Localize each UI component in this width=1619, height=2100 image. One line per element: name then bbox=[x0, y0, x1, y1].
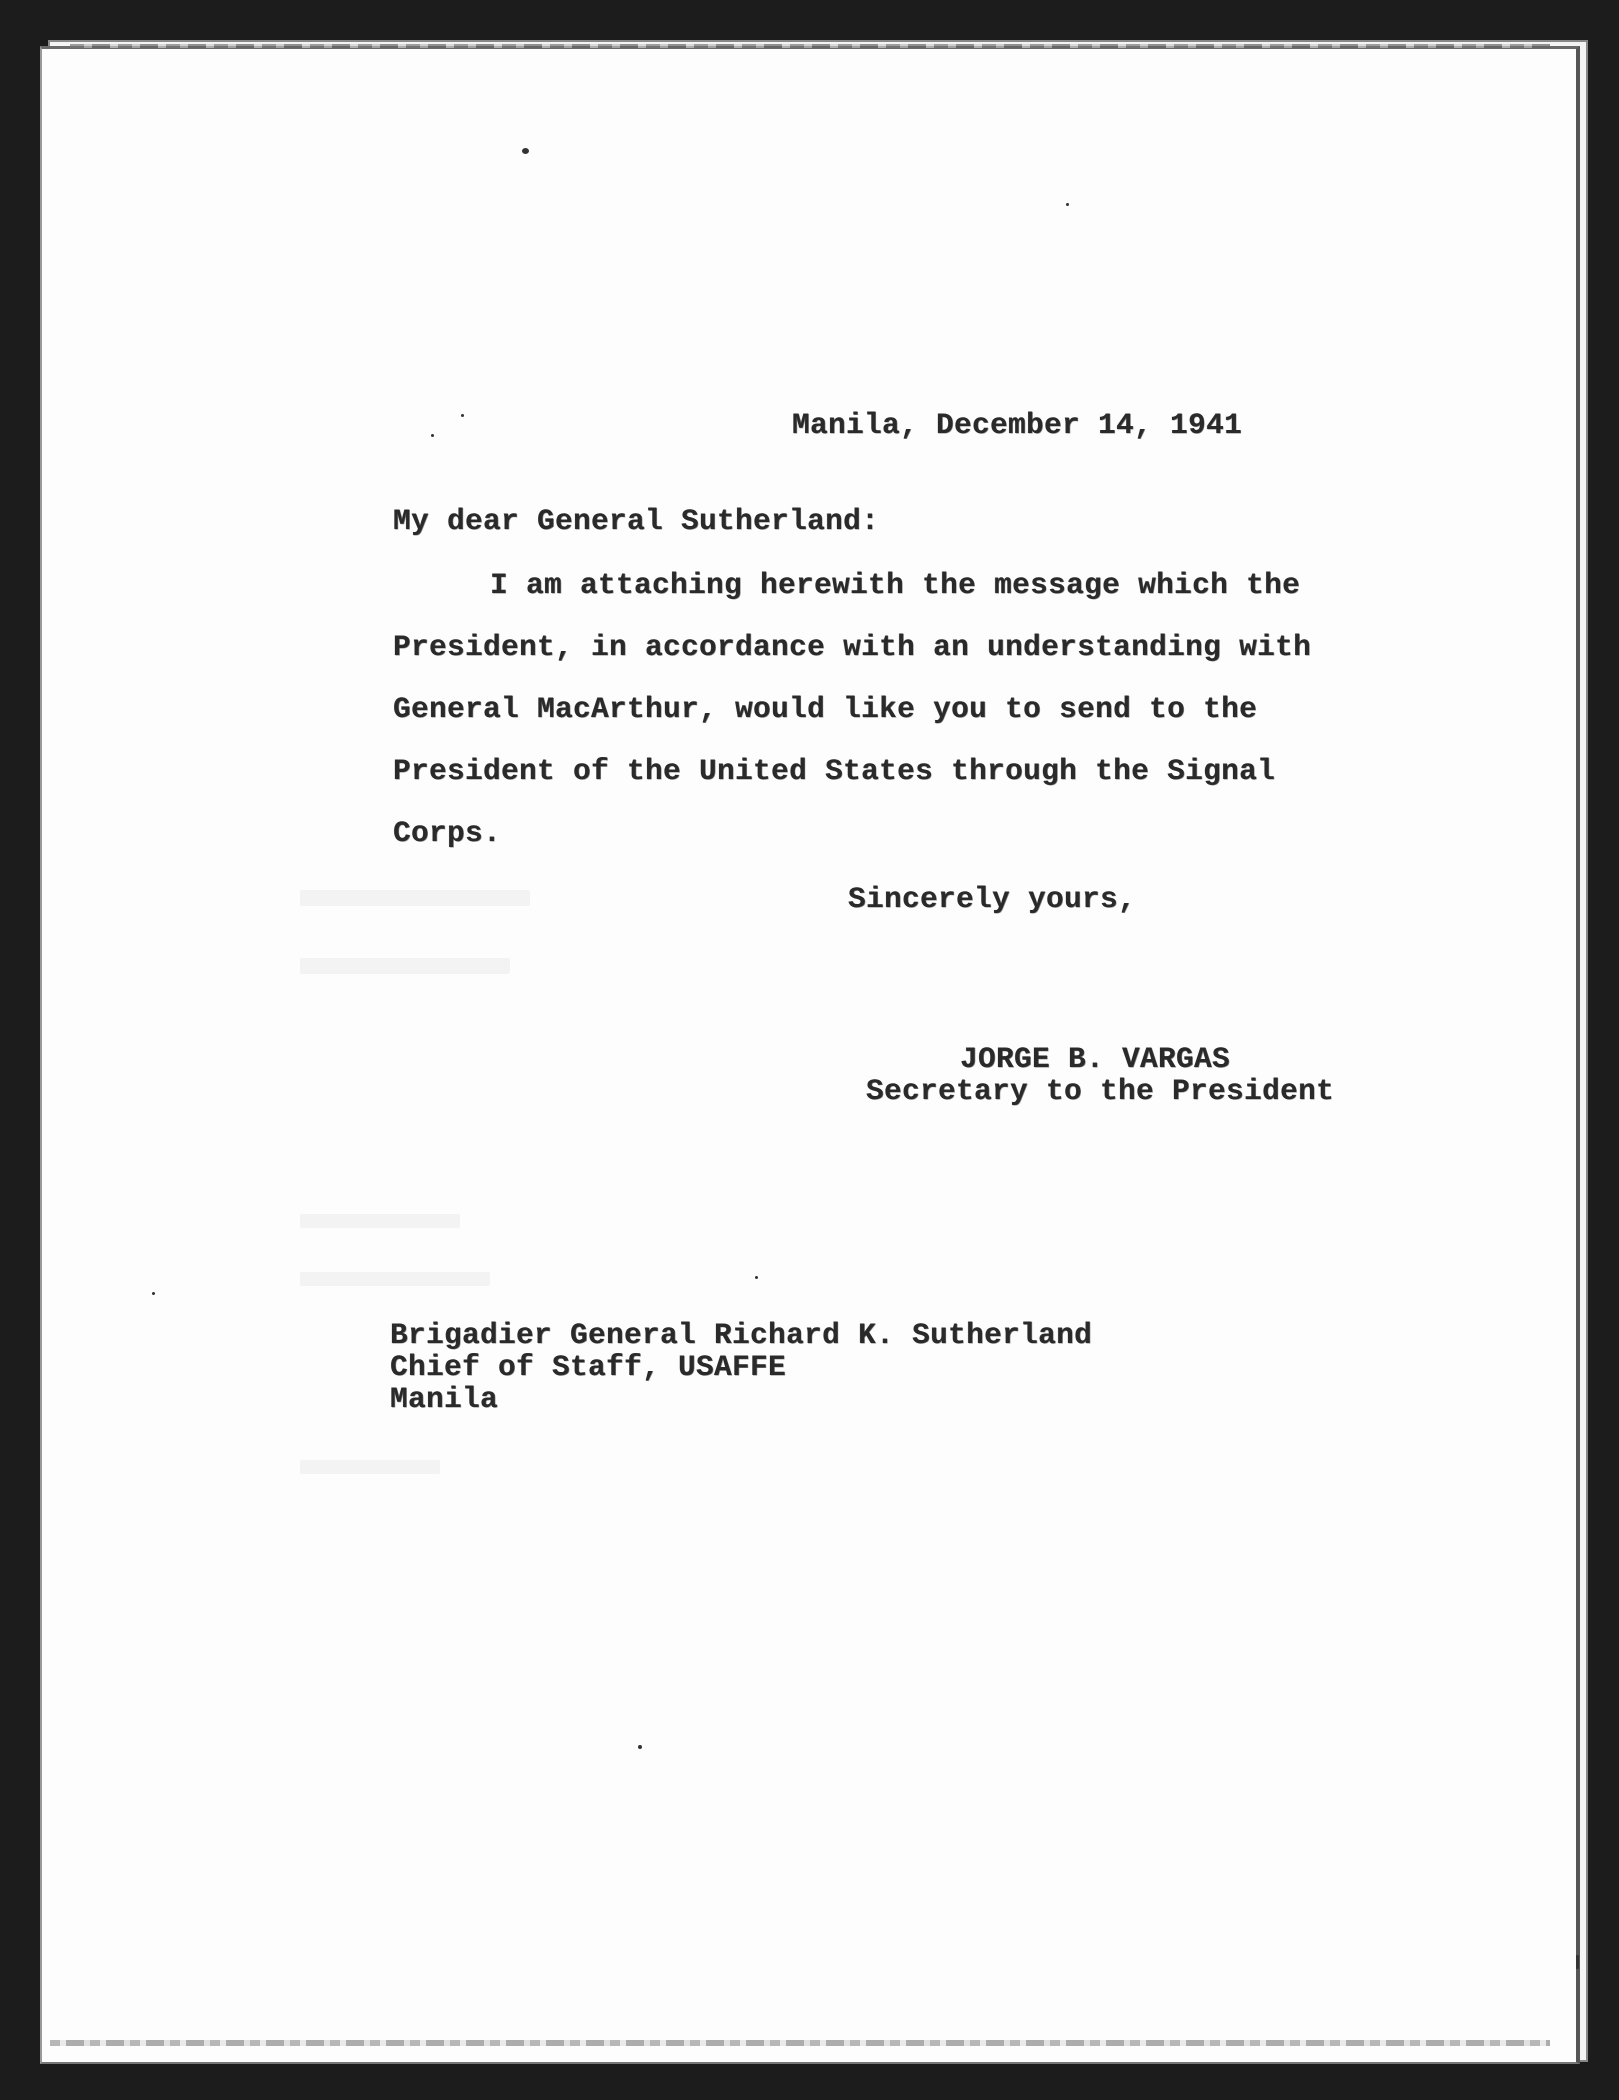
recipient-address-line: Manila bbox=[390, 1382, 499, 1416]
show-through-mark bbox=[300, 890, 530, 906]
page-bottom-edge bbox=[50, 2040, 1550, 2046]
show-through-mark bbox=[300, 1272, 490, 1286]
page-top-edge bbox=[70, 44, 1550, 48]
scan-speck bbox=[638, 1745, 642, 1749]
letter-body-line: President, in accordance with an understanding with bbox=[393, 630, 1312, 664]
show-through-mark bbox=[300, 1214, 460, 1228]
signature-title: Secretary to the President bbox=[866, 1074, 1335, 1108]
letter-body-line: President of the United States through the Signal bbox=[393, 754, 1276, 788]
scan-speck bbox=[461, 414, 464, 417]
letter-salutation: My dear General Sutherland: bbox=[393, 504, 880, 538]
show-through-mark bbox=[300, 958, 510, 974]
letter-body-line: Corps. bbox=[393, 816, 502, 850]
recipient-address-line: Chief of Staff, USAFFE bbox=[390, 1350, 787, 1384]
recipient-address-line: Brigadier General Richard K. Sutherland bbox=[390, 1318, 1093, 1352]
scan-speck bbox=[152, 1292, 155, 1295]
scan-speck bbox=[1576, 1955, 1579, 1969]
signature-name: JORGE B. VARGAS bbox=[960, 1042, 1231, 1076]
letter-closing: Sincerely yours, bbox=[848, 882, 1137, 916]
show-through-mark bbox=[300, 1460, 440, 1474]
letter-page bbox=[40, 46, 1580, 2064]
scan-speck bbox=[755, 1276, 758, 1279]
scan-speck bbox=[431, 434, 434, 437]
letter-body-line: I am attaching herewith the message which the bbox=[490, 568, 1301, 602]
scan-speck bbox=[522, 148, 529, 154]
scan-speck bbox=[1066, 203, 1069, 206]
letter-body-line: General MacArthur, would like you to send to the bbox=[393, 692, 1258, 726]
letter-dateline: Manila, December 14, 1941 bbox=[792, 408, 1243, 442]
